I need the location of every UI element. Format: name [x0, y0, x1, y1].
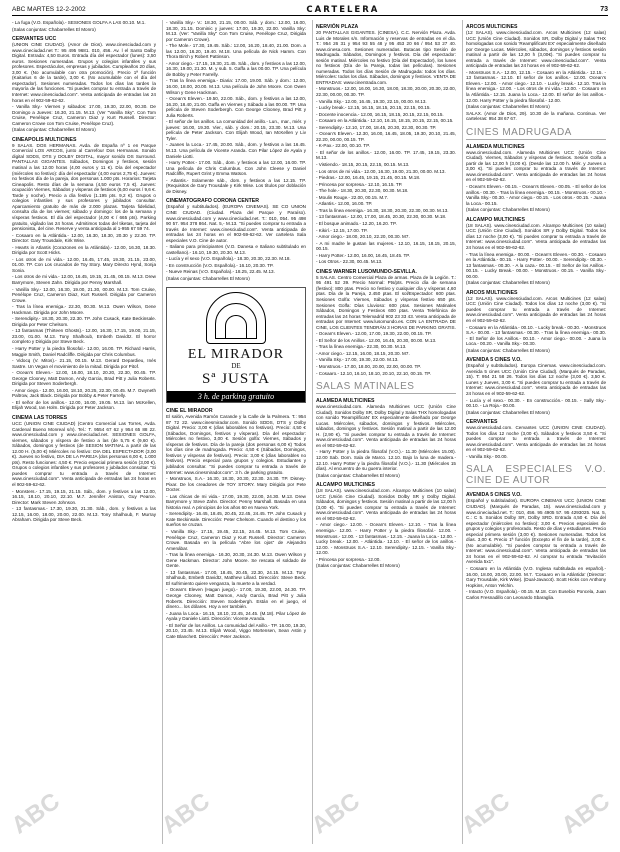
- venue-heading: ARCOS MULTICINES: [466, 24, 518, 30]
- listing-paragraph: - La fuga (V.O. Española).- SESIONES GOLFA A LAS 00.10. M.1.: [12, 20, 146, 25]
- listing-paragraph: - Vistiendo.- 18.15, 20.15, 22.15, 00.15. M.13.: [316, 162, 410, 168]
- listing-paragraph: - Tras la línea enemiga.- 00.00. - Ocean's Eleven.- 00.30. - Cosaaro en la Atlántida.- 00.15. - Harry Potter.- 00.00. - Serendipity.- 00.30. - 13 fantasmas.- 00.30. - A la caza.- 00.15. - El Señor de los Anillos.- 00.15. - Lucky Break.- 00.00. - Monstruos.- 00.15. - Vanilla Sky.- 00.00.: [466, 251, 606, 279]
- venue-heading: AVENIDA 5 CINES V.O.: [466, 357, 522, 364]
- listing-paragraph: - The hole.- 18.30, 20.30, 22.30, 00.30. M.18.: [316, 188, 409, 194]
- listing-paragraph: - Monstruos, S.A.- 16.30, 18.30, 20.30, 22.30. 24.30. TP. Disney-Pixar. De los creadores de TOY STORY. Mary Dirigida por Pete Docter.: [166, 476, 306, 493]
- listing-paragraph: - El señor de los anillos. La comunidad del anillo.- Lun., mar., miér. y jueves: 16.00, 19.30. Vier., sáb. y dom.: 20.15, 23.30. M.13. Una película de Peter Jackson. Con Elijah Wood, Ian McKellen y Liv Tyler.: [166, 119, 306, 141]
- listing-paragraph: - Serendipity.- 16.45, 18.45, 20.45, 22.45, 24.45. TP. John Cusack y Kate Beckinsale. Dirección: Peter Chelsom. Cuando el destino y los sueños se cruzan.: [166, 511, 306, 528]
- listing-paragraph: (18 SALAS). www.cinesciudad.com. Alcampo Multicines (10 salas) UCC (Unión Cine Ciudad). Sonidos Dolby SR y Dolby Digital. Sábados, domingos y festivos. Sesión matinal a partir de las 12,00 h (3,00 €). "Si puedes comprar tu entrada a través de Internet: www.cinesciudad.com". Venta anticipada de entradas las 24 horas en el 902-59-62-62.: [316, 488, 456, 521]
- listing-paragraph: - Hearts in Atlantis (Corazones en la Atlántida).- 12.00, 16.30, 18.30. Dirigida por Scott Hicks.: [12, 244, 156, 256]
- listing-paragraph: - Vanilla Sky.- 12.00, 16.30, 19.00, 21.30, 00.00. M.13. Tom Cruise, Penélope Cruz, Cameron Diaz, Kurt Russell. Dirigida por Cameron Crowe.: [12, 286, 156, 303]
- listing-paragraph: - Ocean's Eleven.- 00.15. - Ocean's Eleven.- 00.05. - El señor de los anillos.- 00.30. - Tras la línea enemiga.- 00.15. - Monstruos.- 00.10. - Vanilla Sky.- 00.30. - Amor ciego.- 00.15. - Los otros.- 00.15. - Juana la Loca.- 00.15.: [466, 184, 606, 206]
- column-1: [12, 20, 156, 844]
- listing-paragraph: (Salas conjuntas: Chabarrelles El Monro): [316, 563, 400, 569]
- listing-paragraph: (Salas conjuntas: Chabarrelles El Monro): [12, 26, 96, 32]
- venue-heading: CERVANTES: [466, 419, 498, 426]
- listing-paragraph: - Tras la línea enemiga.- 22.30, 00.30. M.13. Owen Wilson, Gene Hackman. Dirigida por John Moore.: [12, 304, 156, 315]
- section-title: CARTELERA: [306, 4, 380, 15]
- page-header: [12, 4, 608, 16]
- watermark: ABC: [456, 787, 515, 840]
- listing-paragraph: - Cosaaro en la Atlántida (V.O. Inglesa subtitulada en español).- 16.00, 18.00, 20.00, 22.00. M.7. 'Cosaaro en la Atlántida' (Director: Gary Trousdale, Kirk Wise). (Dual-Javacot). Scott Hicks con Anthony Hopkins, Anton Yelchin.: [466, 566, 606, 588]
- mirador-advertisement: [166, 287, 306, 404]
- listing-paragraph: - Harry Potter y la piedra filosofal.- 12.00, 16.00. TP. Richard Harris, Maggie Smith, Daniel Radcliffe. Dirigida por Chris Columbus.: [12, 345, 156, 357]
- venue-heading: CINES WARNER LUSOMUNDO-SEVILLA.: [316, 268, 417, 275]
- listing-paragraph: - Ocean's Eleven.- 19.50, 22.00. Sáb., dom. y festivos a las 12.00, 16.20, 18.40, 21.00. Gaffa en Viernes y Sábado a las 00.00. TP. Una película de Steven Soderbergh. Con George Clooney, Brad Pitt y Julia Roberts.: [166, 96, 306, 118]
- page-number: 73: [600, 6, 608, 13]
- listing-paragraph: - The Mole.- 17.30, 19.45. Sáb.: 12.00, 16.20, 18.40, 21.00. Dom. a las 12.00, 16.20, 19.40. M.18. Una película de Nick Hamm. Con Thora Birch y Robert Pattinson.: [166, 43, 306, 60]
- listing-paragraph: UCC (UNION CINE CIUDAD) (Centro Comercial Las Torres, Avda. Cardenal Bueno Monreal s/n). Tel.: T. 9554 67 62 y 954 65 88 22. www.cinesciudad.com y www.cineciudad.net. SESIONES GOLFA, viernes, sábados y víspera de festivo a las (de 5,75 € (9,60 €). Sábados, domingos y festivos (de SESION MATINAL a partir de las 12.00 H. (5,00 €) Miércoles no festivo: DIA DEL ESPECTADOR (3,00 €). Jueves no festivo, DIA DE LA PAREJA (dos personas 6,00 €, 1.000 pts). Resto funciones: 4,50 €. Precio especial primera sesión (3,00 €). Grupos o colegios infantiles y sus profesores y jubilados consultar. "Si puedes comprar tu entrada a través de Internet: www.cinesciudad.com". Venta anticipada de entradas las 24 horas en el 902-59-62-62.: [12, 421, 156, 488]
- listing-paragraph: (Salas conjuntas: Chabarrelles El Monro): [316, 472, 400, 478]
- listing-paragraph: (Español y subtitulados). (EUROPA CINEMAS). SE CO UNION CINE CIUDAD. (Ciudad. Plaza del Parque y Paraíso). www.cinesciudad.com y www.cineciudad.net. T.: 010, 054. 95 498 90 57. 954 378 864. Nat. 5,- M.13. "Si puedes comprar tu entrada a través de Internet: www.cinesciudad.com". Venta anticipada de entradas las 24 horas en el 902-59-62-62. Ver cartelera Sala especiales V.O. Cine de autor.: [166, 204, 306, 243]
- ad-parking-banner: 3 h. de parking gratuito: [167, 391, 305, 403]
- listing-paragraph: - Intacto (V.O. Española).- 00.15. M.18. Con Eusebio Poncela, Juan Carlos Fresnadillo con Leonardo Sbaraglia.: [466, 589, 606, 600]
- listing-paragraph: - Amor ciego.- 12.00, 16.00, 18.10, 20.25, 22.30, 00.45. M.7. Gwyneth Paltrow, Jack Black. Dirigida por Bobby & Peter Farrelly.: [12, 387, 156, 399]
- venue-heading: ALAMEDA MULTICINES: [466, 143, 525, 150]
- listing-paragraph: - Tras la línea enemiga.- 16.30, 18.30, 20.30, 22.30, 00.30. M.13.: [316, 207, 449, 213]
- column-2: [162, 20, 306, 844]
- listing-paragraph: - Vanilla Sky.- 12.00, 16.45, 19.30, 22.15, 00.00. M.13.: [316, 98, 427, 104]
- listing-paragraph: - Vanilla Sky.- 00.00.: [466, 453, 508, 459]
- ad-name-line3: Sª JUSTA: [201, 370, 271, 387]
- listing-paragraph: - Los Otros.- 22.30, 00.45. M.13.: [316, 259, 383, 265]
- listing-paragraph: (UNION CINE CIUDAD). (Amor de Dios). www.cinesciudad.com y www.cineciudad.net T.: 95 495 9681. 010, 456. Av. l el Santo Dalby Digital. Entrada: 4,50 Euros. Entrada día del espectador (lunes): 3,50 euros. Sesiones numeradas. Grupos y colegios infantiles y sus profesores. Espectáculos, empresas y jubilados. Cumpleaños 20 días, 3,00 €. (No acumulable con otra promoción). Precio 1ª función (Kaitarius 6 de la tarde), 3,00 €. (No acumulable con el día del espectador). Sesiones numeradas. Todos los días las tardes la mayoría de las funciones. "Si puedes comprar tu entrada a través de Internet: www.cinesciudad.com". Venta anticipada de entradas las 24 horas en el 902-59-62-62.: [12, 42, 156, 103]
- listing-paragraph: - Vidocq (V. Mitos).- 21.15, 00.15. M.13. Gerard Depardieu, Inés Sastre. Un Vegan el movimiento de la mitad. Dirigida por Pitof.: [12, 358, 156, 369]
- listing-paragraph: (Español y subtitulados). EUROPA CINEMAS UCC (UNION CINE CIUDAD). (Marqués de Paradas, 15). www.cinesciudad.com y www.cineciudad.net. T.: 010, 456. 95 4905 57. 95 4293025. Nat. 5, C.: C 5. Sonidos Dolby SR, Dolby SRD. Entrada 4,50 €. Día del espectador (miércoles no festivo): 3,00 €. Precios especiales de grupos y colegios y profesorado. Resto de días y estudiantes. Precio especial primera sesión (3,00 €). Sesiones numeradas. Todos los días. 3,00 €. Precio 1ª función (Excepto el fin de la tarde), 3,00 €. (No acumulable). "Si puedes comprar tu entrada a través de Internet: www.cinesciudad.com". Venta anticipada de entradas las 24 horas en el 902-59-62-62. Al comprar tu entrada "Invitación Avenida 5x1".: [466, 498, 606, 565]
- listing-paragraph: (Salas conjuntas: Chabarrelles El Monro): [466, 104, 550, 110]
- listing-paragraph: 20 PANTALLAS GIGANTES. (CINESA). C.C. Nervión Plaza. Avda. Luis de Morales s/n. Información y reservas de entradas en el día. T.: 954 26 31 y 954 93 55 48 y 95 453 20 66 / 954 53 27 40. www.cinesa.com. Sesiones numeradas. Butacas tipo Sesión de Madrugada. Sábados, Domingos y festivos. Día del espectador: sesión matinal. Miércoles no festivo (Día del Espectador), los lunes no festivos (Día de la Pareja, todas las películas). Sesiones numeradas. Todos los días Sesión de Madrugada: todos los días. Miércoles: todos los días. Sábados, domingos y festivos. VENTA DE ENTRADAS: www.cinentrada.com.: [316, 30, 456, 85]
- listing-paragraph: - Juanes la Loca.- 17.45, 20.00. Sáb., dom. y festivos a las 16.45. M.13. Una película de Vicente Aranda. Con Pilar López de Ayala y Daniele Liotti.: [166, 142, 306, 159]
- venue-heading: CINEMA LAS TORRES: [12, 415, 68, 421]
- listing-paragraph: - Vanilla Sky.- Viernes y sábados: 17.00, 19.30, 22.00, 00.30. De Domingo a Jueves: 16.30, 21.15. M.13. (Ver "Vanilla Sky". Con Tom Cruise, Penélope Cruz, Cameron Diaz y Kurt Russell. Director: Cameron Crowe con Tom Cruise, Penélope Cruz).: [12, 104, 156, 126]
- listing-paragraph: - El bosque animado.- 12.20, 16.20. TP.: [316, 220, 397, 226]
- listing-paragraph: (Salas conjuntas: Chabarrelles El Monro): [12, 127, 96, 133]
- listing-paragraph: www.cinesciudad.com. Alameda Multicines UCC (Unión Cine Ciudad). Viernes, Sábados y vísperas de festivos. Sesión Golfa a partir de las 12,00 h (3,00 €). (Desde las 12.00 h. Miér. y Jueves a 3,00 €). "Si puedes comprar tu entrada a través de Internet: www.cinesciudad.com". Venta anticipada de entradas las 24 horas en el 902-59-62-62.: [466, 149, 606, 183]
- listing-paragraph: - Piedras.- 12.00, 16.45, 19.15, 21.45, 00.15. M.18.: [316, 175, 421, 181]
- header-date: ABC MARTES 12-2-2002: [12, 6, 86, 13]
- ad-name-line2: DE: [231, 361, 241, 370]
- listing-paragraph: - Atlantis.- 12.00, 16.00. TP.: [316, 201, 373, 207]
- venue-heading: ALCAMPO MULTICINES: [466, 216, 525, 223]
- listing-paragraph: - 13 fantasmas.- 17.00, 18.45, 20.45, 22.30, 24.15. M.13. Tony Shalhoub, Embeth Davidtz, Matthew Lillard. Dirección: Steve Beck. El sufrimiento quiere venganza, la muerte a la verdad.: [166, 569, 306, 586]
- listing-paragraph: (Español y subtitulados). Europa Cinemas. www.cinesciudad.com. Avenida 5 cines UCC (Unión Cine Ciudad). (Marqués de Paradas, 15). T: 954 21 58 26. Todos los días 12 noche (3,00 €). 3,50 €. Lunes y Jueves, 3,00 €. "Si puedes comprar tu entrada a través de Internet: www.cinesciudad.com". Venta anticipada de entradas las 24 horas en el 902-59-62-62.: [466, 363, 606, 396]
- listing-paragraph: - Moulin Rouge.- 22.00, 00.15. M.7.: [316, 194, 389, 200]
- listing-paragraph: - Ocean's Eleven.- 12.00, 17.00, 19.30, 22.00, 00.15. TP.: [316, 331, 432, 337]
- listing-paragraph: (Salas conjuntas: Chabarrelles El Monro): [466, 347, 550, 353]
- listing-paragraph: El salón, Avenida Ramón Carande y la Calle de la Palmera. T.: 954 87 72 22. www.cinesmirador.com. Sonido SDDS, DTS y Dolby Digital. Precio: 3,00 € (días laborables no festivos). Precio: 4,50 € (Sábados, Domingos, festivos y vísperas). Día del espectador: Miércoles no festivo, 3,00 €. Sesión golfa: Viernes, Sábados y vísperas de festivos. Día de la pareja (dos personas 6,00 €) Todos los días cine de madrugada. Precio: 4,50 € (Sábados, Domingos, festivos y vísperas de festivos). Precio: 3,00 € (días laborables no festivos). Precio especial para grupos y colegios. Estudiantes y jubilados consultar. "Si puedes comprar tu entrada a través de Internet: www.cinesmirador.com". 3 h. de parking gratuito.: [166, 414, 306, 475]
- venue-heading: CINE EL MIRADOR: [166, 408, 213, 415]
- listing-paragraph: - 13 fantasmas.- 17.30, 19.30, 21.30. Sáb., dom. y festivos a las 12.15, 16.00, 18.00, 20.00, 22.00. M.13. Tony Shalhoub, F. Murray Abraham. Dirigida por Steve Beck.: [12, 506, 156, 523]
- listing-paragraph: - Monstruos.- 12.00, 16.00, 16.30, 18.00, 18.30, 20.00, 20.30, 22.00, 22.30, 00.00, 00.30. TP.: [316, 86, 456, 98]
- listing-paragraph: - Harry Potter y la piedra filosofal (V.O.).- 11.30 (Miércoles 15.00). 12.00 Sab. Dom. Sala de Marco. 12.10. Bajo la luna de madera.- 12.10. Harry Potter y la piedra filosofal (V.O.).- 11.30 (Miércoles 15 días). Al encuentro de su guerra interior.: [316, 449, 456, 472]
- listing-paragraph: (12 SALAS). www.cinesciudad.com. Arcos Multicines (12 salas) UCC (Unión Cine Ciudad). Sonidos SR, Dolby Digital y Salas THX homologadas con sonido 'ReamplificaN EX' especialmente diseñado por George Lucas. Miércoles, sábados, domingos y festivos sesión matinal a partir de las 12,00 h (3,00€). "Si puedes comprar tu entrada a través de Internet: www.cinesciudad.com". Venta anticipada de entradas las 24 horas en el 902-59-62-62.: [466, 30, 606, 69]
- listing-paragraph: - Monsters.- 17.15, 19.15, 21.15. Sáb., dom. y festivos a las 12.00, 16.15, 18.10, 20.10, 22.10. M.7. Jennifer Aniston, Guy Pearce. Director: Mark Steven Johnson.: [12, 488, 156, 505]
- listing-paragraph: - Cosaaro en la Atlántida.- 12.10, 16.15, 18.15, 20.15, 22.15, 00.15.: [316, 118, 454, 124]
- listing-paragraph: - Docente inocencia.- 12.00, 16.15, 18.15, 20.15, 22.15, 00.15.: [316, 111, 444, 117]
- listing-paragraph: - Monstruos S.A.- 12.00, 12.15. - Cosaaro en la Atlántida.- 12.15. - 13 fantasmas.- 12.10. El señor de los anillos.- 12.00. Ocean's Eleven.- 12.00. - Amor ciego.- 12.10. - Lucky break.- 12.10. Tras la línea enemiga.- 12.00. - Los otros de mi vida.- 12.00. - Cosaaro en la Atlántida.- 12.15. Juana la Loca.- 12.00. El señor de los anillos.- 12.00. Harry Potter y la piedra filosofal.- 12.00.: [466, 69, 606, 103]
- listing-paragraph: - Los otros de mi vida.- 12.00, 16.30, 19.00, 21.30, 00.00. M.13.: [316, 168, 446, 174]
- venue-heading: CINEAPOLIS MULTICINES: [12, 136, 77, 143]
- column-3: [312, 20, 456, 844]
- watermark: ABC: [306, 787, 365, 840]
- listing-paragraph: - Cosaaro.- 12.10, 16.10, 18.10, 20.10, 22.10, 00.15. TP.: [316, 370, 432, 376]
- listing-paragraph: (Salas conjuntas: Chabarrelles El Monro): [466, 280, 550, 286]
- section-heading: SALA ESPECIALES V.O. CINE DE AUTOR: [466, 464, 606, 487]
- listing-paragraph: - Serendipity.- 12.10, 17.00, 18.45, 20.30, 22.30, 00.30. TP.: [316, 124, 437, 130]
- listing-paragraph: - A mi madre le gustan las mujeres.- 12.10, 16.15, 18.15, 20.15, 00.15.: [316, 240, 456, 252]
- section-heading: SALAS MATINALES: [316, 381, 456, 394]
- venue-heading: NERVIÓN PLAZA: [316, 24, 359, 30]
- listing-paragraph: - El Señor de los Anillos.- 12.00, 16.45, 20.30, 00.00. M.13.: [316, 337, 437, 343]
- listing-paragraph: - Harry Potter.- 12.00, 16.00, 16.45, 18.45. TP.: [316, 252, 411, 258]
- listing-paragraph: - Los otros de mi vida.- 12.00, 16.45, 17.45, 19.30, 21.15, 23.00, 01.00. TP. Con Los crucados de Toy Story. Mary Directo Hynd, Sonja Sonia.: [12, 256, 156, 273]
- column-4: [462, 20, 606, 844]
- listing-paragraph: - K-Pax.- 22.00, 00.10. TP.: [316, 143, 370, 149]
- listing-paragraph: - Vanilla Sky.- 17.00, 19.30, 22.00. M.13.: [316, 357, 399, 363]
- listing-paragraph: 5 SALAS. Centro Comercial Plaza de armas. Plaza de la Legión. T.: 95 491 52 39. Precio Normal: Pts/pts. Precio día de semana (festivo): 800 ptas. Precio no festivo y cualquier día y vísperas 4,60 ptas. Día de la Pareja, 2.450 ptas. El sol/Espectador: 600 ptas. Sesiones Golfa: Viernes, Sábados y vísperas festivo 650 pts. Sesiones Golfa: Días Lluvioso: 600 ptas. Sesiones Matinales Sábados, Domingos y Festivos 600 ptas. Venta Telefónica de entradas las 24 horas Telemadrid 902 23 33 43. Venta anticipada de entradas por Internet: www.lusomundo.es. CON LA ENTRADA DE CINE, LOS CLIENTES TENDRÁN 3 HORAS DE PARKING GRATIS.: [316, 274, 456, 330]
- listing-paragraph: www.cinesciudad.com. Alameda Multicines UCC (Unión Cine Ciudad). Sonidos Dolby SR, Dolby Digital y Salas THX homologadas con sonido 'ReamplificaN' EX especialmente diseñado por George Lucas. Miércoles, sábados, domingos y festivos. Miércoles, sábados, domingos y festivos. Sesión matinal a partir de las 12.00 H. (2,90 €). "Si puedes comprar tu entrada a través de Internet: www.cinesciudad.com". Venta anticipada de entradas las 24 horas en el 902-59-62-62.: [316, 404, 456, 448]
- listing-paragraph: - Ocean's Eleven (Hagan juego).- 17.00, 19.30, 22.00, 24.30. TP. George Clooney, Matt Damon, Andy García, Brad Pitt y Julia Roberts. Dirección: Steven Soderbergh. Están en el juego, el dinero... los dólares. Hoy a ver también.: [166, 587, 306, 610]
- listing-paragraph: - Amor ciego.- 17.15, 19.30, 21.45. Sáb., dom. y festivos a las 12.00, 16.30, 19.00, 21.30. M. y sub. 5. Gaffa a las 00.00. TP. Una película de Bobby y Peter Farrelly.: [166, 60, 306, 77]
- listing-paragraph: - Nueve Reinas (V.O. Española).- 18.25, 22.45. M.13.: [166, 269, 275, 275]
- columns: [12, 20, 608, 844]
- listing-paragraph: - El Señor de los Anillos. La comunidad del Anillo.- TP. 16.00, 19.30, 20.10, 23.45. M.13. Elijah Wood, Viggo Mortensen, Sean Astin y Cate Blanchett. Dirección: Peter Jackson.: [166, 622, 306, 639]
- listing-paragraph: - Tras la línea enemiga.- Diaria: 17.00, 19.00. Sáb. y dom.: 12.00, 16.00, 18.00, 20.00. M.13. Una película de John Moore. Con Owen Wilson y Gene Hackman.: [166, 78, 306, 95]
- listing-paragraph: - 13 fantasmas.- 12.00, 17.00, 18.45, 20.30, 22.30, 00.30. M.18.: [316, 214, 447, 220]
- listing-paragraph: (Salas conjuntas: Chabarrelles El Monro): [466, 207, 550, 213]
- listing-paragraph: - Cosaaro en la Atlántida.- 12.00, 16.30, 18.30, 20.30 y 22.30. TP. Director: Gary Trousdale, Kirk Wise.: [12, 232, 156, 244]
- venue-heading: ALAMEDA MULTICINES: [316, 398, 375, 405]
- section-heading: CINES MADRUGADA: [466, 127, 606, 140]
- listing-paragraph: - Vanilla Sky.- 17.15, 19.45, 22.15, 24.45. M.13. Tom Cruise, Penélope Cruz, Cameron Diaz y Kurt Russell. Director: Cameron Crowe. Basada en la película "Abre los ojos" de Alejandro Amenábar.: [166, 529, 306, 551]
- watermark: ABC: [556, 787, 615, 840]
- listing-paragraph: - Las chicas de mi vida.- 17.00, 19.30, 22.00, 24.30. M.13. Drew Barrymore y Steve Zahn. Director: Penny Marshall. Basada en una historia real. A principios de los años 60 en Nueva York.: [166, 493, 306, 510]
- listing-paragraph: - Princesa por sorpresa.- 12.00.: [316, 556, 381, 562]
- listing-paragraph: - Amor ciego.- 12.00. - Ocean's Eleven.- 12.10. - Tras la línea enemiga.- 12.00. - Harry Potter y la piedra filosofal.- 12.00. - Monstruos.- 12.00. - 13 fantasmas.- 12.15. - Juana la Loca.- 12.00. - Lucky break.- 12.00. - Atlántida.- 12.10. - El señor de los anillos.- 12.00. - Monstruos S.A.- 12.10. Serendipity.- 12.15. - Vanilla Sky.- 12.00.: [316, 522, 456, 556]
- listing-paragraph: - Atlantis.- Solamente sáb., dom. y festivos a las 12.15. TP. (Requisitos de Gary Trousdale y Kirk Wise. Los títulos por doblación de Disney.: [166, 177, 306, 194]
- listing-paragraph: - Tras la línea enemiga.- 16.30, 20.30, 24.30. M.13. Owen Wilson y Gene Hackman. Director: John Moore. Se rescata el soldado de Gente.: [166, 552, 306, 569]
- listing-paragraph: - Cosaaro en la Atlántida.- 00.10. - Lucky break.- 00.30. - Monstruos S.A.- 00.00. - 13 fantasmas.- 00.30. - Tras la línea enemiga.- 00.30. - El Señor de los Anillos.- 00.10. - Amor ciego.- 00.00. - Juana la Loca.- 00.20. - Vanilla Sky.- 00.30.: [466, 324, 606, 347]
- listing-paragraph: - Tras la línea enemiga.- 22.30, 00.30. M.13.: [316, 344, 407, 350]
- listing-paragraph: - Italiano para principiantes (V.O. Danesa e Italiano subtitulado en castellano).- 16.10, 19.30, 20.30. M.13.: [166, 244, 306, 255]
- venue-heading: CERVANTES UCC: [12, 36, 57, 43]
- listing-paragraph: - Vanilla Sky.- V.: 18.30, 21.15, 00.00. Sáb. y dom.: 12.00, 16.00, 18.30, 21.15. Dominic y jueves: 17.00, 19.30, 22.00. Vanilla Sky: M.13. (Ver: "Vanilla Sky" Con Tom Cruise, Penélope Cruz, Dirigida por Cameron Crowe).: [166, 20, 306, 42]
- listing-paragraph: SALAX. (Amor de Dios, 29). 10.30 de la mañana. Continua. Ver carteleras: 954 38 67 67.: [466, 110, 606, 122]
- mirador-logo-icon: [206, 292, 266, 344]
- listing-paragraph: - Ocean's Eleven.- 12.00, 16.00, 18.10, 20.20, 22.30, 00.45. TP. George Clooney, Matt Damon, Andy Garcia, Brad Pitt y Julia Roberts. Dirigida por Steven Soderbergh.: [12, 370, 156, 387]
- venue-heading: ALCAMPO MULTICINES: [316, 482, 375, 489]
- watermark: ABC: [156, 787, 215, 840]
- listing-paragraph: - En construcción (V.O. Española).- 16.10, 20.30. TP.: [166, 262, 274, 268]
- listing-paragraph: www.cinesciudad.com. Cervantes UCC (UNION CINE CIUDAD). Todos los días 12 noche (3,00 €). Sábados y festivos 3,50 €. "Si puedes comprar tu entrada a través de Internet: www.cinesciudad.com". Venta anticipada de entradas las 24 horas en el 902-59-62-62.: [466, 425, 606, 453]
- venue-heading: CINEMATOGRAFO CORONA CENTER: [166, 198, 259, 205]
- ad-name-line1: EL MIRADOR: [187, 346, 285, 362]
- listing-paragraph: - Amor ciego.- 18.00, 20.10, 22.20, 00.30. M7.: [316, 234, 410, 240]
- listing-paragraph: - Kikirí.- 12.15, 17.00. TP.: [316, 227, 368, 233]
- listing-paragraph: - Monstruos.- 17.00, 18.00, 20.00, 22.00, 00.00. TP.: [316, 363, 422, 369]
- listing-paragraph: (Salas conjuntas: Chabarrelles El Monro): [466, 409, 550, 415]
- listing-paragraph: - Amor ciego.- 12.15, 16.00, 18.15, 20.30. M7.: [316, 350, 410, 356]
- listing-paragraph: - Los otros de mi vida.- 12.00, 16.45, 19.15, 21.45, 00.15. M.13. Drew Barrymore, Steven Zahn. Dirigida por Penny Marshall.: [12, 274, 156, 285]
- listing-paragraph: (18 SALAS). www.cinesciudad.com. Alcampo Multicines (10 salas) UCC (Unión Cine Ciudad). Sonidos SR y Dolby Digital. Todos los días 12 noche (3,00 €). "Si puedes comprar tu entrada a través de Internet: www.cinesciudad.com". Venta anticipada de entradas las 24 horas en el 902-59-62-62.: [466, 222, 606, 250]
- listing-paragraph: - 13 fantasmas (Thirteen Ghosts).- 12.00, 16.30, 17.15, 19.00, 21.15, 23.00, 01.00. M.13. Tony Shalhoub, Embeth Davidtz. El horror completo y Dirigida por Steve Beck.: [12, 328, 156, 345]
- listing-paragraph: - Harry Potter.- 17.00. Sáb., dom. y festivos a las 12.00, 16.00. TP. Una película de Chris Columbus. Con John Cleese y Daniel Radcliffe, Rupert Grint y Emma Watson.: [166, 160, 306, 177]
- listing-paragraph: - Lucía y el sexo.- 00.30. - En construcción.- 00.15. - Sally Sky.- 00.10. - La Roja.- 00.00.: [466, 397, 606, 409]
- listing-paragraph: (12 SALAS). www.cinesciudad.com. Arcos Multicines (12 salas) UCC (Unión Cine Ciudad). Todos los días 12 noche (3,00 €). "Si puedes comprar tu entrada a través de Internet: www.cinesciudad.com". Venta anticipada de entradas las 24 horas en el 902-59-62-62.: [466, 295, 606, 323]
- venue-heading: AVENIDA 5 CINES V.O.: [466, 492, 522, 499]
- listing-paragraph: - Juana la Loca.- 16.15, 18.10, 22.45, 24.45. (M.18). Pilar López de Ayala y Daniele Liotti. Dirección: Vicente Aranda.: [166, 610, 306, 622]
- listing-paragraph: - Princesa por sorpresa.- 12.10, 16.15. TP.: [316, 181, 403, 187]
- listing-paragraph: - Lucky break.- 12.15, 16.15, 18.15, 20.15, 22.15, 00.15.: [316, 105, 431, 111]
- listing-paragraph: - El señor de los anillos.- 12.00, 16.00. TP. 17.45, 19.15, 23.30. M.13.: [316, 149, 456, 161]
- venue-heading: ARCOS MULTICINES: [466, 289, 518, 296]
- listing-paragraph: (Salas conjuntas: Chabarrelles El Monro): [166, 275, 250, 281]
- listing-paragraph: - Lucía y el sexo (V.O. Española).- 18.30, 20.30, 22.30. M.18.: [166, 256, 291, 262]
- listing-paragraph: - Ocean's Eleven.- 12.30, 16.00, 16.45, 18.05, 19.30, 20.10, 21.45, 22.20, 00.00, 00.15. TP.: [316, 131, 456, 142]
- listing-paragraph: 9 SALAS. DOS HERMANAS. Avda. de España nº 1 en Parque Comercial LOS ARCOS, junto al Carrefour Dos Hermanas. Sonido digital SDDS, DTS y DOLBY DIGITAL, mayor sonido DS Surround. PANTALLAS GIGANTES. Sábados, Domingos y festivos, sesión matinal a las 12.00 horas (4,00 euros y 11 €). Día del espectador (miércoles no festivo): día del espectador (4,00 euros 2,75 €). Jueves: no festivos día de la pareja, dos personas 1.000 pts. Horarios: Tarjeta Cineapolis. Resto días de la semana (4,50 euros 7,5 €). Jueves: ocupación Viernes, Sábados y vísperas de festivos (6,00 euros / 9,6 €. Tarde y noche). Precio a día festivo (1.195 pts. 9,2 €). Grupos o colegios infantiles y sus profesores y jubilados consultar. Aparcamiento gratuito de más de 2.000 plazas. Tarjeta fidelidad, consulta día de los viernes; sábado y domingo: los de la semana y vísperas festivos. El día del espectador (4,00 € / 665 pts). Parking gratuito, vigilado las 24 horas. Admitimos todas del tiketas, tarjeta del pensionista, del cine. Reserve y venta anticipada al 1-955 67 59 74.: [12, 142, 156, 232]
- listing-paragraph: - El señor de los anillos.- 12.00, 16.00, 19.05. M.13. lan McKellen, Elijah Wood, Ian Holm. Dirigida por Peter Jackson.: [12, 399, 156, 411]
- watermark: ABC: [6, 787, 65, 840]
- listing-paragraph: - Serendipity.- 18.30, 20.30, 22.30. TP. John Cusack, Kate Beckinsale. Dirigida por Peter Chelsom.: [12, 316, 156, 327]
